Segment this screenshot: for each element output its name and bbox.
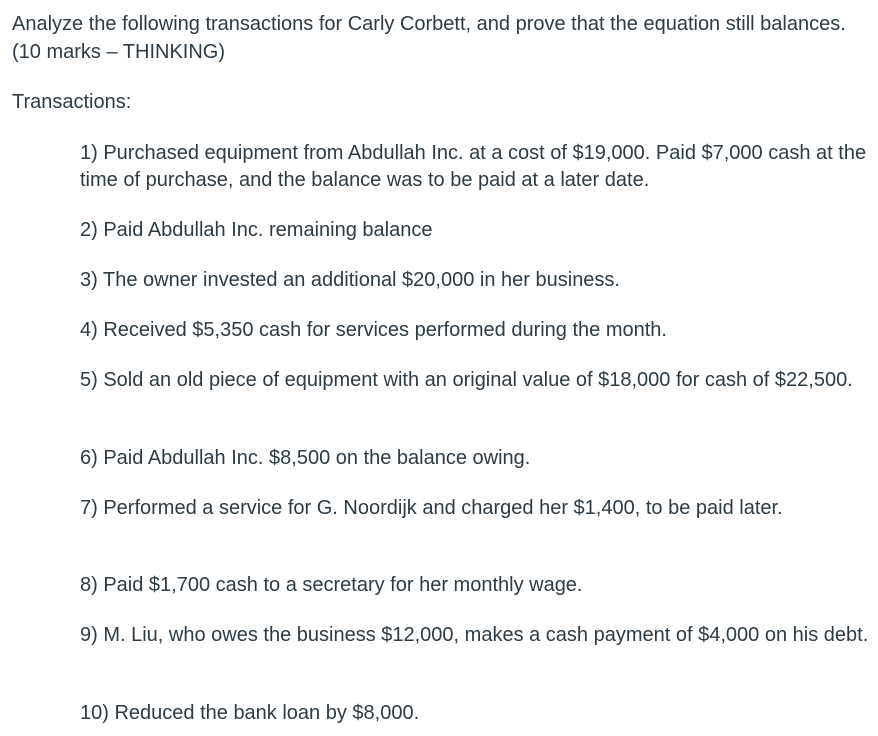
transaction-item-3: 3) The owner invested an additional $20,000 in her business. bbox=[80, 269, 620, 291]
transactions-heading: Transactions: bbox=[12, 91, 132, 113]
transaction-item-2: 2) Paid Abdullah Inc. remaining balance bbox=[80, 219, 433, 241]
transaction-item-1: 1) Purchased equipment from Abdullah Inc. at a cost of $19,000. Paid $7,000 cash at the time of purchase, and the balance was to be paid at a later date. bbox=[80, 142, 867, 191]
transaction-item-5: 5) Sold an old piece of equipment with an original value of $18,000 for cash of $22,500. bbox=[80, 369, 853, 391]
transaction-item-10: 10) Reduced the bank loan by $8,000. bbox=[80, 702, 420, 724]
transaction-item-7: 7) Performed a service for G. Noordijk and charged her $1,400, to be paid later. bbox=[80, 497, 783, 519]
transaction-item-6: 6) Paid Abdullah Inc. $8,500 on the balance owing. bbox=[80, 447, 531, 469]
transaction-item-8: 8) Paid $1,700 cash to a secretary for her monthly wage. bbox=[80, 574, 583, 596]
transaction-item-4: 4) Received $5,350 cash for services performed during the month. bbox=[80, 319, 667, 341]
transaction-item-9: 9) M. Liu, who owes the business $12,000, makes a cash payment of $4,000 on his debt. bbox=[80, 624, 869, 646]
question-prompt: Analyze the following transactions for Carly Corbett, and prove that the equation still balances. (10 marks – THINKING) bbox=[12, 13, 846, 63]
